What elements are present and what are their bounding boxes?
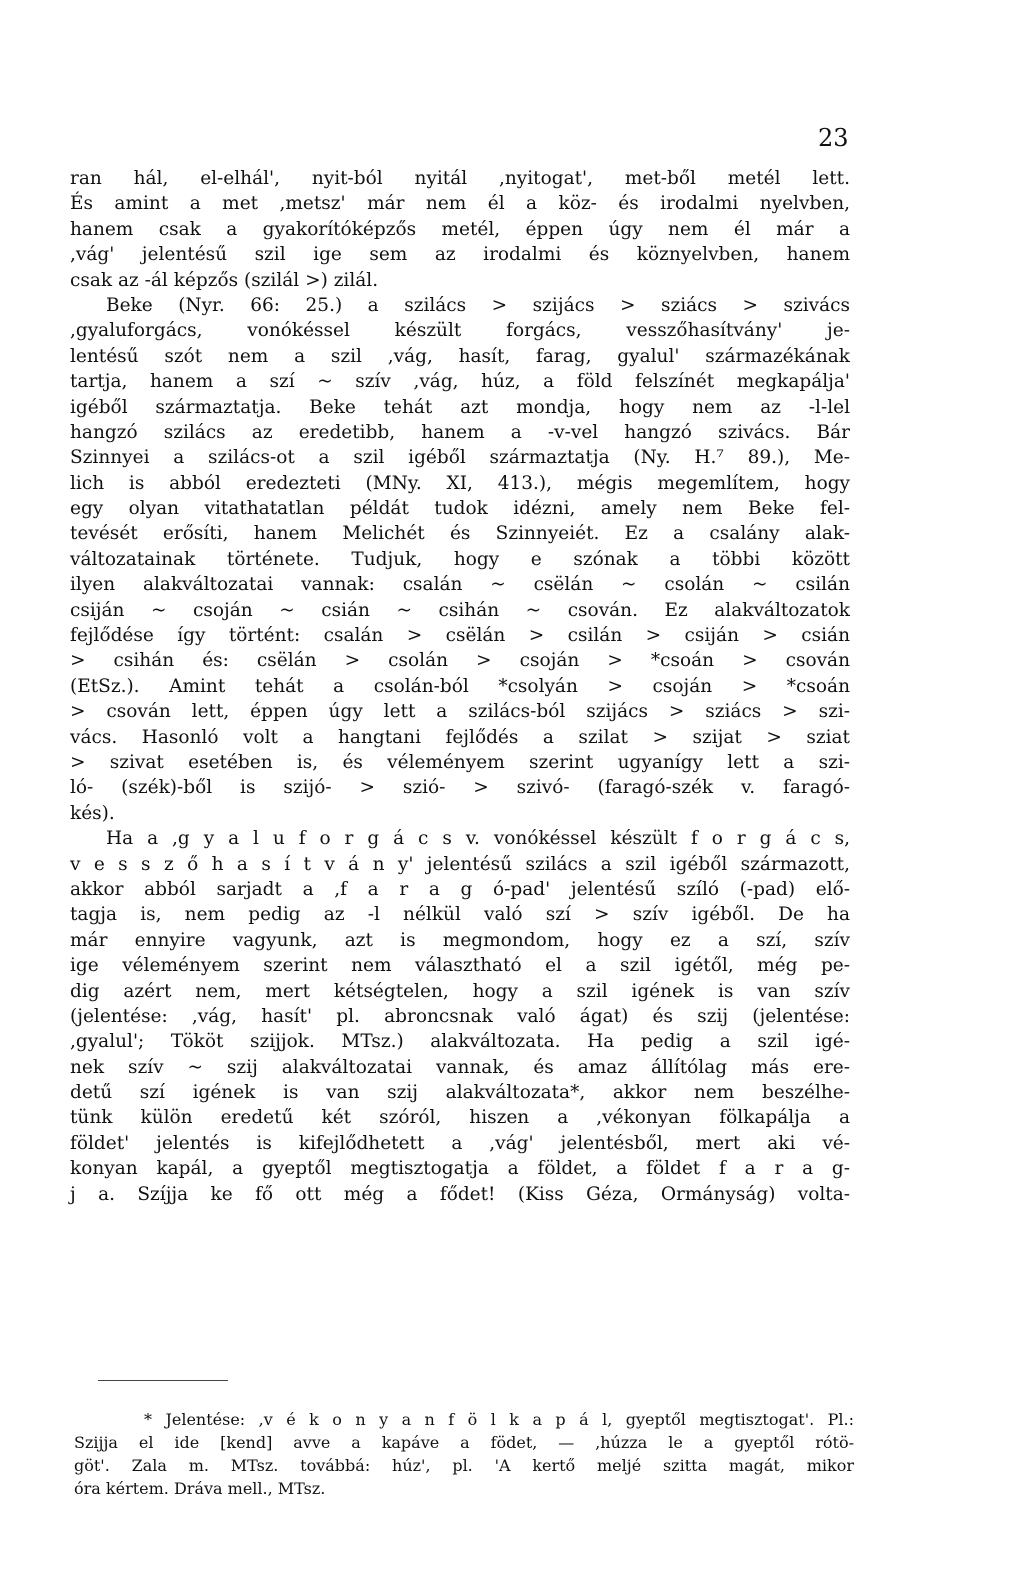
text-line: Beke (Nyr. 66: 25.) a szilács > szijács > sziács > szivács — [106, 294, 850, 316]
footnotes — [74, 1408, 854, 1500]
page-number: 23 — [818, 124, 849, 152]
text-line: dig azért nem, mert kétségtelen, hogy a szil igének is van szív — [70, 980, 850, 1002]
text-line: már ennyire vagyunk, azt is megmondom, hogy ez a szí, szív — [70, 929, 850, 951]
text-line: változatainak története. Tudjuk, hogy e szónak a többi között — [70, 548, 850, 570]
footnote-line: Szijja el ide [kend] avve a kapáve a födet, — ,húzza le a gyeptől rótö- — [74, 1433, 854, 1452]
text-line: És amint a met ,metsz' már nem él a köz- és irodalmi nyelvben, — [70, 193, 850, 215]
text-line: ,gyalul'; Tököt szijjok. MTsz.) alakváltozata. Ha pedig a szil igé- — [70, 1031, 850, 1053]
text-line: csak az -ál képzős (szilál >) zilál. — [70, 269, 379, 291]
text-line: Szinnyei a szilács-ot a szil igéből származtatja (Ny. H.⁷ 89.), Me- — [70, 447, 850, 469]
text-line: > szivat esetében is, és véleményem szerint ugyanígy lett a szi- — [70, 751, 850, 773]
text-line: csiján ~ csoján ~ csián ~ csihán ~ csován. Ez alakváltozatok — [70, 599, 850, 621]
text-line: Ha a ,g y a l u f o r g á c s v. vonókéssel készült f o r g á c s, — [106, 828, 850, 850]
text-line: kés). — [70, 802, 115, 824]
text-line: tevését erősíti, hanem Melichét és Szinnyeiét. Ez a csalány alak- — [70, 523, 850, 545]
text-line: földet' jelentés is kifejlődhetett a ,vág' jelentésből, mert aki vé- — [70, 1132, 850, 1154]
text-line: detű szí igének is van szij alakváltozata*, akkor nem beszélhe- — [70, 1082, 850, 1104]
text-line: tartja, hanem a szí ~ szív ,vág, húz, a föld felszínét megkapálja' — [70, 371, 850, 393]
text-line: igéből származtatja. Beke tehát azt mondja, hogy nem az -l-lel — [70, 396, 850, 418]
footnote-divider — [98, 1380, 228, 1381]
text-line: > csihán és: csëlán > csolán > csoján > *csoán > csován — [70, 650, 850, 672]
text-line: lich is abból eredezteti (MNy. XI, 413.), mégis megemlítem, hogy — [70, 472, 850, 494]
text-line: lentésű szót nem a szil ,vág, hasít, farag, gyalul' származékának — [70, 345, 850, 367]
text-line: ige véleményem szerint nem választható el a szil igétől, még pe- — [70, 955, 850, 977]
text-line: egy olyan vitathatatlan példát tudok idézni, amely nem Beke fel- — [70, 498, 850, 520]
text-line: v e s s z ő h a s í t v á n y' jelentésű szilács a szil igéből származott, — [70, 853, 850, 875]
text-line: tagja is, nem pedig az -l nélkül való szí > szív igéből. De ha — [70, 904, 850, 926]
text-line: (EtSz.). Amint tehát a csolán-ból *csolyán > csoján > *csoán — [70, 675, 850, 697]
text-line: konyan kapál, a gyeptől megtisztogatja a földet, a földet f a r a g- — [70, 1158, 850, 1180]
text-line: tünk külön eredetű két szóról, hiszen a ,vékonyan fölkapálja a — [70, 1107, 850, 1129]
text-line: ilyen alakváltozatai vannak: csalán ~ csëlán ~ csolán ~ csilán — [70, 574, 850, 596]
text-line: ,gyaluforgács, vonókéssel készült forgács, vesszőhasítvány' je- — [70, 320, 850, 342]
text-line: hangzó szilács az eredetibb, hanem a -v-vel hangzó szivács. Bár — [70, 421, 850, 443]
footnote-line: * Jelentése: ,v é k o n y a n f ö l k a p á l, gyeptől megtisztogat'. Pl.: — [144, 1410, 854, 1429]
text-line: fejlődése így történt: csalán > csëlán > csilán > csiján > csián — [70, 625, 850, 647]
text-line: vács. Hasonló volt a hangtani fejlődés a szilat > szijat > sziat — [70, 726, 850, 748]
text-line: (jelentése: ,vág, hasít' pl. abroncsnak való ágat) és szij (jelentése: — [70, 1005, 850, 1027]
text-line: akkor abból sarjadt a ,f a r a g ó-pad' jelentésű szíló (-pad) elő- — [70, 878, 850, 900]
text-line: ,vág' jelentésű szil ige sem az irodalmi és köznyelvben, hanem — [70, 244, 850, 266]
footnote-line: göt'. Zala m. MTsz. továbbá: húz', pl. 'A kertő meljé szitta magát, mikor — [74, 1456, 854, 1475]
text-line: nek szív ~ szij alakváltozatai vannak, és amaz állítólag más ere- — [70, 1056, 850, 1078]
text-line: j a. Szíjja ke fő ott még a fődet! (Kiss Géza, Ormányság) volta- — [70, 1183, 850, 1205]
text-line: > csován lett, éppen úgy lett a szilács-ból szijács > sziács > szi- — [70, 701, 850, 723]
body-text — [70, 166, 850, 1207]
text-line: ran hál, el-elhál', nyit-ból nyitál ,nyitogat', met-ből metél lett. — [70, 168, 850, 189]
footnote-line: óra kértem. Dráva mell., MTsz. — [74, 1479, 326, 1498]
text-line: ló- (szék)-ből is szijó- > szió- > szivó- (faragó-szék v. faragó- — [70, 777, 850, 799]
text-line: hanem csak a gyakorítóképzős metél, éppen úgy nem él már a — [70, 218, 850, 240]
